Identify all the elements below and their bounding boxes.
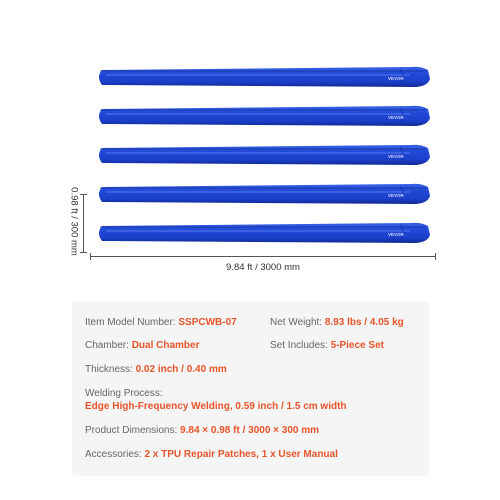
width-dimension-label: 9.84 ft / 3000 mm (226, 262, 300, 273)
spec-accessories-value: 2 x TPU Repair Patches, 1 x User Manual (144, 449, 338, 460)
tube-brand-logo: VEVOR (388, 232, 404, 237)
tube-body (99, 184, 430, 204)
height-dimension (60, 188, 88, 268)
tube-brand-logo: VEVOR (388, 115, 404, 120)
spec-welding-value-text: Edge High-Frequency Welding, 0.59 inch / 1.5 cm width (85, 401, 347, 412)
width-dimension (90, 250, 436, 280)
height-dimension-line (83, 194, 84, 252)
spec-set-includes (270, 339, 384, 352)
tube-body (99, 67, 430, 87)
spec-welding-value (85, 400, 347, 413)
tube-body (99, 145, 430, 165)
spec-model-value: SSPCWB-07 (178, 317, 237, 328)
spec-dimensions (85, 424, 319, 437)
width-dimension-cap-left (90, 253, 91, 260)
spec-net-weight (270, 316, 404, 329)
height-dimension-label: 0.98 ft / 300 mm (68, 187, 80, 256)
spec-welding-label: Welding Process: (85, 388, 163, 399)
water-tube (99, 223, 430, 243)
water-tube (99, 145, 430, 165)
spec-set-includes-value: 5-Piece Set (330, 340, 384, 351)
tube-brand-logo: VEVOR (388, 76, 404, 81)
spec-accessories-label: Accessories: (85, 449, 142, 460)
spec-accessories (85, 448, 338, 461)
spec-thickness (85, 363, 227, 376)
height-dimension-cap-bottom (80, 252, 87, 253)
spec-net-weight-label: Net Weight: (270, 317, 323, 328)
spec-thickness-label: Thickness: (85, 364, 133, 375)
tube-body (99, 223, 430, 243)
spec-net-weight-value: 8.93 lbs / 4.05 kg (324, 317, 404, 328)
water-tube (99, 67, 430, 87)
spec-dimensions-label: Product Dimensions: (85, 425, 178, 436)
spec-chamber-value: Dual Chamber (131, 340, 200, 351)
spec-model (85, 316, 237, 329)
specs-card (72, 301, 429, 476)
water-tube (99, 106, 430, 126)
spec-thickness-value: 0.02 inch / 0.40 mm (135, 364, 227, 375)
spec-set-includes-label: Set Includes: (270, 340, 328, 351)
spec-model-label: Item Model Number: (85, 317, 176, 328)
tube-body (99, 106, 430, 126)
water-tube (99, 184, 430, 204)
spec-dimensions-value: 9.84 × 0.98 ft / 3000 × 300 mm (180, 425, 320, 436)
spec-chamber-label: Chamber: (85, 340, 129, 351)
tube-brand-logo: VEVOR (388, 193, 404, 198)
water-tubes-illustration (86, 62, 438, 262)
tube-brand-logo: VEVOR (388, 154, 404, 159)
width-dimension-line (90, 256, 436, 257)
width-dimension-cap-right (435, 253, 436, 260)
spec-chamber (85, 339, 199, 352)
